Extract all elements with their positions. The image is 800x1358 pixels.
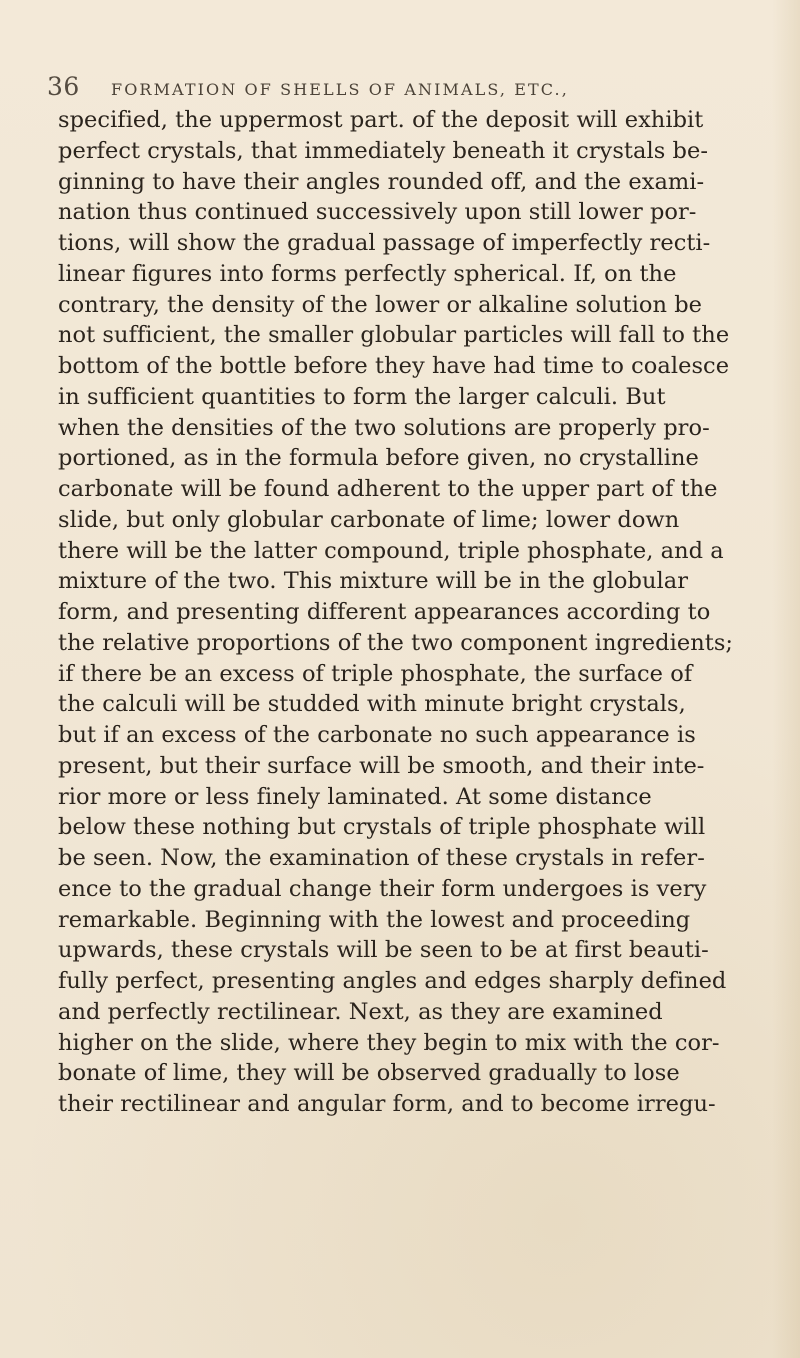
text-line: the calculi will be studded with minute bright crystals,	[58, 691, 686, 718]
text-line: specified, the uppermost part. of the deposit will exhibit	[58, 107, 704, 133]
body-text	[58, 105, 748, 1120]
page-number: 36	[47, 72, 80, 101]
text-line: mixture of the two. This mixture will be in the globular	[58, 568, 689, 595]
text-line: fully perfect, presenting angles and edges sharply defined	[58, 968, 727, 994]
text-line: present, but their surface will be smooth, and their inte-	[58, 752, 705, 779]
text-line: in sufficient quantities to form the larger calculi. But	[58, 383, 666, 410]
text-line: not sufficient, the smaller globular particles will fall to the	[58, 322, 730, 349]
text-line: rior more or less finely laminated. At some distance	[58, 783, 652, 810]
text-line: nation thus continued successively upon still lower por-	[58, 199, 697, 226]
text-line: be seen. Now, the examination of these crystals in refer-	[58, 845, 705, 871]
text-line: upwards, these crystals will be seen to be at first beauti-	[58, 937, 709, 964]
text-line: ence to the gradual change their form undergoes is very	[58, 875, 707, 902]
text-line: their rectilinear and angular form, and to become irregu-	[58, 1091, 716, 1117]
text-line: ginning to have their angles rounded off, and the exami-	[58, 168, 705, 195]
text-line: the relative proportions of the two component ingredients;	[58, 629, 734, 656]
text-line: portioned, as in the formula before given, no crystalline	[58, 445, 699, 472]
text-line: below these nothing but crystals of triple phosphate will	[58, 814, 706, 841]
text-line: bottom of the bottle before they have had time to coalesce	[58, 353, 730, 379]
text-line: if there be an excess of triple phosphate, the surface of	[58, 660, 693, 687]
text-line: but if an excess of the carbonate no such appearance is	[58, 722, 696, 748]
text-line: there will be the latter compound, triple phosphate, and a	[58, 537, 724, 564]
text-line: slide, but only globular carbonate of lime; lower down	[58, 506, 680, 533]
text-line: linear figures into forms perfectly spherical. If, on the	[58, 260, 677, 287]
text-line: contrary, the density of the lower or alkaline solution be	[58, 291, 703, 318]
text-line: remarkable. Beginning with the lowest and proceeding	[58, 906, 691, 933]
text-line: perfect crystals, that immediately beneath it crystals be-	[58, 137, 708, 164]
text-line: bonate of lime, they will be observed gradually to lose	[58, 1060, 680, 1087]
running-head: FORMATION OF SHELLS OF ANIMALS, ETC.,	[111, 80, 569, 99]
text-line: tions, will show the gradual passage of imperfectly recti-	[58, 230, 711, 256]
text-line: form, and presenting different appearances according to	[58, 599, 711, 625]
text-line: when the densities of the two solutions are properly pro-	[58, 414, 710, 441]
text-line: higher on the slide, where they begin to mix with the cor-	[58, 1029, 720, 1056]
text-line: carbonate will be found adherent to the upper part of the	[58, 476, 718, 502]
page-edge-shadow	[772, 0, 800, 1358]
text-line: and perfectly rectilinear. Next, as they are examined	[58, 998, 663, 1025]
